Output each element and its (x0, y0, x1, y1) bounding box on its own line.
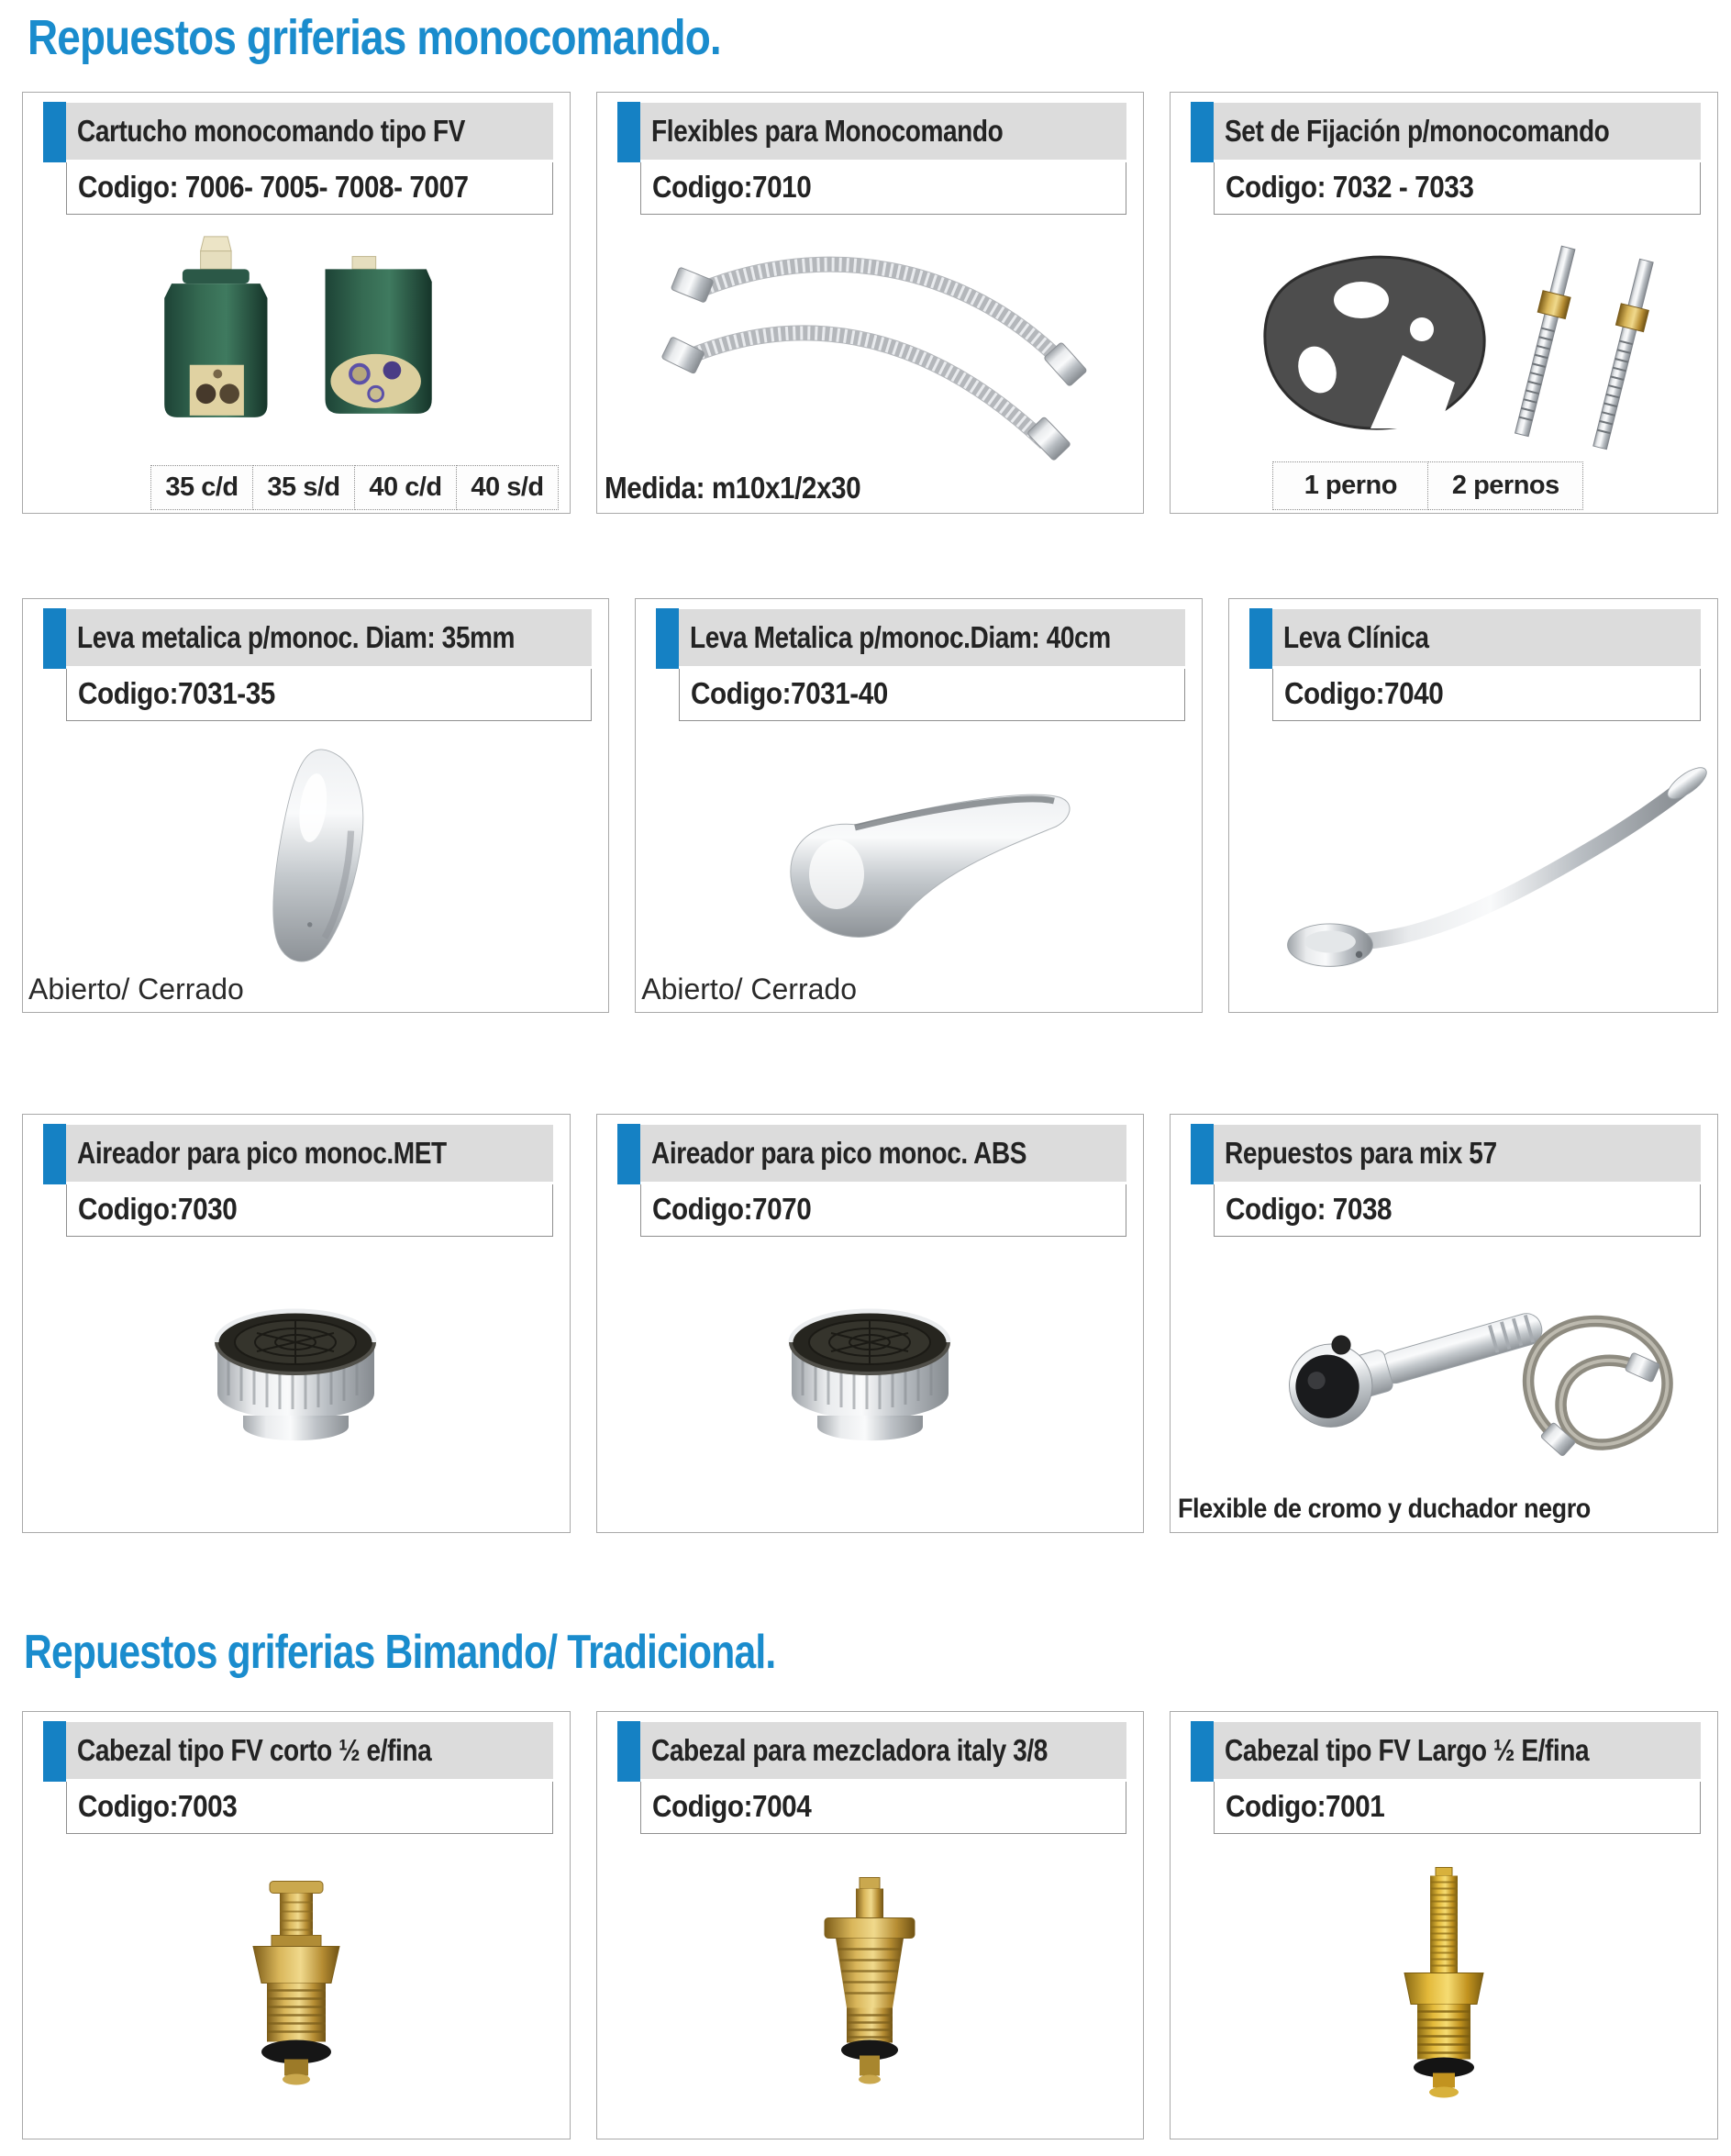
measure-note (605, 471, 889, 506)
header-accent-tab (43, 1721, 66, 1782)
fixing-set-photo-illustration (1215, 234, 1673, 463)
section-title-bimando-text: Repuestos griferias Bimando/ Tradicional. (24, 1626, 776, 1679)
header-accent-tab (656, 608, 679, 669)
product-card-mix-57 (1170, 1114, 1718, 1533)
section-title-monocomando-text: Repuestos griferias monocomando. (28, 10, 721, 65)
card-header (617, 1124, 1127, 1184)
header-accent-tab (43, 1124, 66, 1184)
product-title: Cartucho monocomando tipo FV (77, 114, 465, 148)
lever-35-photo-illustration (192, 732, 439, 971)
header-accent-tab (43, 608, 66, 669)
product-title-band (679, 609, 1185, 666)
product-title-band (66, 103, 553, 160)
product-code: Codigo:7004 (651, 1789, 811, 1823)
header-accent-tab (1249, 608, 1272, 669)
measure-note-text: Medida: m10x1/2x30 (604, 471, 860, 505)
product-card-leva-40 (635, 598, 1203, 1013)
product-photo (1171, 1237, 1717, 1532)
product-card-aireador-abs (596, 1114, 1145, 1533)
product-code-box (640, 1184, 1127, 1237)
flexible-hoses-photo-illustration (631, 234, 1108, 463)
product-photo (636, 721, 1202, 1012)
product-code-box (66, 162, 553, 215)
product-code-box (1214, 162, 1701, 215)
product-code: Codigo:7040 (1283, 676, 1444, 710)
bolt-count-table (1273, 461, 1583, 510)
valve-head-italy-photo-illustration (764, 1850, 975, 2116)
product-card-cartucho (22, 92, 571, 514)
row-1 (0, 92, 1731, 514)
product-photo (1171, 1834, 1717, 2139)
clinical-lever-photo-illustration (1235, 735, 1712, 992)
product-title-band (640, 1722, 1127, 1779)
product-title-band (66, 1722, 553, 1779)
product-code: Codigo:7031-35 (78, 676, 275, 710)
product-code-box (66, 669, 592, 721)
product-card-set-fijacion (1170, 92, 1718, 514)
product-card-leva-35 (22, 598, 609, 1013)
product-code-box (640, 162, 1127, 215)
product-title: Leva Clínica (1282, 620, 1429, 654)
state-caption: Abierto/ Cerrado (641, 972, 857, 1006)
section-title-monocomando (0, 0, 1731, 66)
card-header (1191, 102, 1701, 162)
product-code-box (679, 669, 1185, 721)
product-card-cabezal-corto (22, 1711, 571, 2139)
product-code-box (66, 1782, 553, 1834)
product-title-band (640, 1125, 1127, 1182)
product-photo (1229, 721, 1717, 1012)
row-3 (0, 1114, 1731, 1533)
card-header (617, 1721, 1127, 1782)
valve-head-short-photo-illustration (191, 1850, 402, 2116)
hose-caption (1178, 1494, 1637, 1525)
product-code: Codigo:7070 (651, 1192, 811, 1226)
variant-cell: 2 pernos (1427, 461, 1583, 510)
aerator-photo-illustration (762, 1287, 978, 1475)
header-accent-tab (1191, 1721, 1214, 1782)
product-card-cabezal-largo (1170, 1711, 1718, 2139)
variant-cell: 40 c/d (354, 465, 457, 510)
variant-cell: 35 s/d (252, 465, 355, 510)
product-title: Leva Metalica p/monoc.Diam: 40cm (690, 620, 1111, 654)
product-code-box (1272, 669, 1701, 721)
row-2 (0, 598, 1731, 1013)
product-title: Aireador para pico monoc. ABS (650, 1136, 1026, 1170)
product-title: Cabezal para mezcladora italy 3/8 (650, 1733, 1048, 1767)
product-code: Codigo:7031-40 (691, 676, 889, 710)
card-header (43, 1721, 553, 1782)
product-photo (23, 1834, 570, 2139)
product-photo (23, 1237, 570, 1532)
product-photo (23, 721, 608, 1012)
card-header (1249, 608, 1701, 669)
product-card-cabezal-italy (596, 1711, 1145, 2139)
product-code-box (1214, 1184, 1701, 1237)
section-title-bimando (24, 1625, 1731, 1680)
product-code: Codigo:7003 (78, 1789, 238, 1823)
product-photo (597, 215, 1144, 513)
card-header (43, 608, 592, 669)
row-4 (0, 1711, 1731, 2139)
product-title-band (66, 609, 592, 666)
card-header (1191, 1124, 1701, 1184)
product-code-box (1214, 1782, 1701, 1834)
variant-cell: 35 c/d (150, 465, 253, 510)
product-code: Codigo: 7032 - 7033 (1226, 170, 1474, 204)
product-card-aireador-met (22, 1114, 571, 1533)
product-title-band (66, 1125, 553, 1182)
product-title: Flexibles para Monocomando (650, 114, 1003, 148)
hose-caption-text: Flexible de cromo y duchador negro (1178, 1494, 1592, 1524)
card-header (43, 102, 553, 162)
product-code-box (640, 1782, 1127, 1834)
header-accent-tab (617, 102, 640, 162)
lever-40-photo-illustration (740, 737, 1098, 966)
product-code-box (66, 1184, 553, 1237)
product-photo (597, 1834, 1144, 2139)
header-accent-tab (1191, 102, 1214, 162)
variant-size-table (151, 465, 559, 510)
product-code: Codigo: 7038 (1226, 1192, 1393, 1226)
product-card-flexibles (596, 92, 1145, 514)
card-header (1191, 1721, 1701, 1782)
header-accent-tab (617, 1124, 640, 1184)
product-title-band (1272, 609, 1701, 666)
product-title: Cabezal tipo FV Largo ½ E/fina (1225, 1733, 1590, 1767)
card-header (43, 1124, 553, 1184)
header-accent-tab (617, 1721, 640, 1782)
product-card-leva-clinica (1228, 598, 1718, 1013)
shower-and-hose-photo-illustration (1196, 1254, 1692, 1484)
product-title-band (1214, 1125, 1701, 1182)
state-caption: Abierto/ Cerrado (28, 972, 244, 1006)
product-title: Aireador para pico monoc.MET (77, 1136, 447, 1170)
header-accent-tab (1191, 1124, 1214, 1184)
product-title-band (640, 103, 1127, 160)
product-title: Set de Fijación p/monocomando (1225, 114, 1610, 148)
product-code: Codigo:7010 (651, 170, 811, 204)
variant-cell: 40 s/d (456, 465, 559, 510)
card-header (617, 102, 1127, 162)
product-title: Leva metalica p/monoc. Diam: 35mm (77, 620, 516, 654)
product-title-band (1214, 103, 1701, 160)
valve-head-long-photo-illustration (1338, 1845, 1549, 2120)
product-code: Codigo:7030 (78, 1192, 238, 1226)
product-title: Repuestos para mix 57 (1225, 1136, 1497, 1170)
aerator-photo-illustration (188, 1287, 404, 1475)
header-accent-tab (43, 102, 66, 162)
card-header (656, 608, 1185, 669)
product-code: Codigo:7001 (1226, 1789, 1385, 1823)
product-title-band (1214, 1722, 1701, 1779)
cartridge-photo-illustration (122, 229, 471, 468)
product-title: Cabezal tipo FV corto ½ e/fina (77, 1733, 432, 1767)
product-code: Codigo: 7006- 7005- 7008- 7007 (78, 170, 469, 204)
variant-cell: 1 perno (1272, 461, 1428, 510)
product-photo (597, 1237, 1144, 1532)
